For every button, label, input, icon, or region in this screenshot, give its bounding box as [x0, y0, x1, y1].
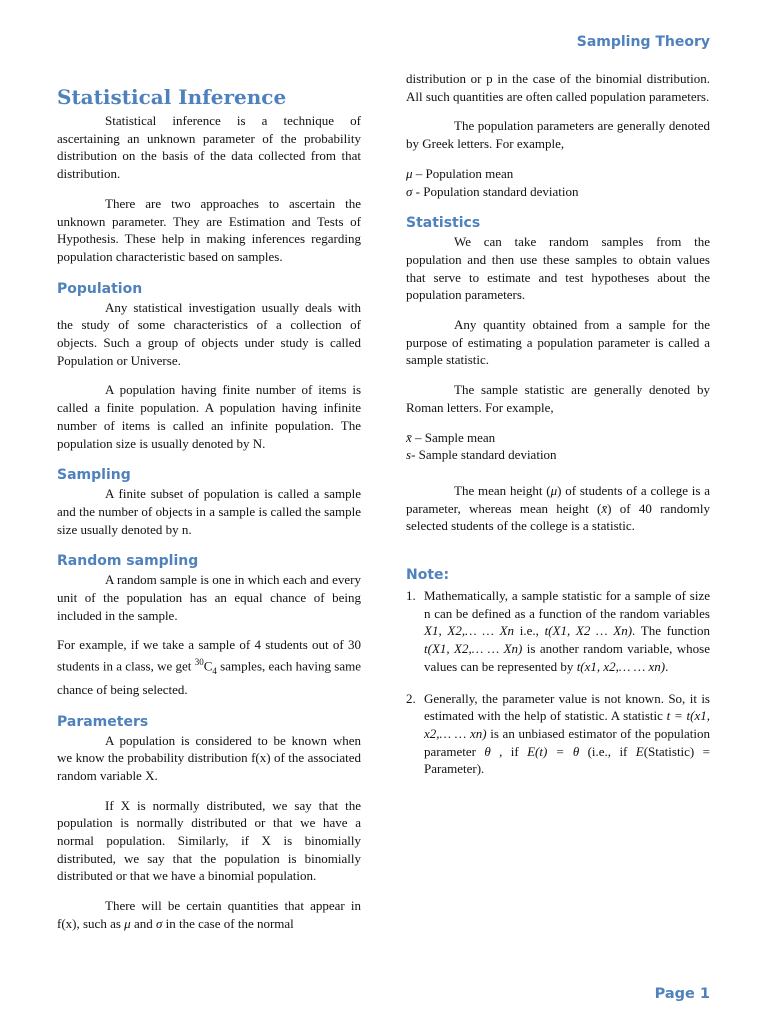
statistics-heading: Statistics: [406, 215, 481, 232]
note-2-text-e: (Statistic) = Parameter).: [424, 743, 710, 777]
s-symbol: s: [406, 447, 412, 463]
height-text-a: The mean height (: [454, 482, 551, 498]
note-1-text-c: . The function: [632, 623, 710, 639]
note-2-number: 2.: [406, 690, 416, 706]
combination-subscript: 4: [212, 666, 217, 677]
statistics-paragraph-2: Any quantity obtained from a sample for the purpose of estimating a population parameter is called a sample statistic.: [406, 317, 710, 368]
note-1-text-e: .: [665, 658, 669, 674]
note-2-equation: E(t) = θ: [527, 743, 580, 759]
random-sampling-paragraph-1: A random sample is one in which each and every unit of the population has an equal chance of being included in the sample.: [57, 572, 361, 623]
running-header-title: Sampling Theory: [576, 34, 710, 50]
note-2-text-b: is an unbiased estimator of the population parameter: [424, 725, 710, 759]
random-sampling-heading: Random sampling: [57, 553, 199, 570]
sampling-heading: Sampling: [57, 467, 131, 484]
page-title: Statistical Inference: [57, 85, 287, 109]
random-example-text-a: For example, if we take a sample of 4 students out of 30 students in a class, we get: [57, 637, 361, 674]
right-column: [406, 70, 710, 778]
parameters-heading: Parameters: [57, 713, 149, 730]
mu-symbol: μ: [124, 915, 131, 931]
note-2-text-d: (i.e., if: [579, 743, 636, 759]
population-paragraph-1: Any statistical investigation usually deals with the study of some characteristics of a collection of objects. Such a group of objects under study is called Population or Universe.: [57, 299, 361, 368]
continued-paragraph: distribution or p in the case of the binomial distribution. All such quantities are often called population parameters.: [406, 71, 710, 104]
population-sd-text: - Population standard deviation: [412, 183, 579, 199]
parameters-paragraph-1: A population is considered to be known when we know the probability distribution f(x) of the associated random variable X.: [57, 732, 361, 783]
combination-letter: C: [203, 658, 213, 674]
page-number: Page 1: [654, 986, 710, 1002]
random-sampling-paragraph-2: [57, 636, 361, 698]
note-1-text-b: i.e.,: [514, 623, 545, 639]
population-paragraph-2: A population having finite number of items is called a finite population. A population having infinite number of items is called an infinite population. The population size is usually denoted by N.: [57, 382, 361, 451]
sample-mean-text: – Sample mean: [411, 429, 496, 445]
note-1-number: 1.: [406, 588, 416, 604]
note-heading: Note:: [406, 567, 450, 584]
note-1-text-a: Mathematically, a sample statistic for a sample of size n can be defined as a function of the random variables: [424, 588, 710, 621]
population-mean-text: – Population mean: [412, 165, 514, 181]
note-1-function-2: t(X1, X2,… … Xn): [424, 641, 523, 657]
note-1-variables: X1, X2,… … Xn: [424, 623, 515, 639]
mean-height-paragraph: [406, 482, 710, 535]
random-example-text-b: samples, each having same chance of being selected.: [57, 658, 361, 697]
height-xbar-symbol: x̄: [601, 500, 608, 516]
sample-mean-line: [406, 429, 710, 447]
sampling-paragraph-1: A finite subset of population is called a sample and the number of objects in a sample is called the sample size usually denoted by n.: [57, 486, 361, 537]
parameters-paragraph-3: [57, 897, 361, 932]
population-heading: Population: [57, 280, 143, 297]
intro-paragraph-1: Statistical inference is a technique of ascertaining an unknown parameter of the probability distribution on the basis of the data collected from that distribution.: [57, 113, 361, 182]
parameters-and: and: [130, 915, 156, 931]
note-2-statistic: t = t(x1, x2,… … xn): [424, 708, 710, 741]
height-text-b: ) of students of a college is a parameter, whereas mean height (: [406, 482, 711, 516]
population-sd-line: [406, 183, 710, 201]
statistics-paragraph-1: We can take random samples from the population and then use these samples to obtain values that serve to estimate and test hypotheses about the population parameters.: [406, 234, 710, 303]
height-mu-symbol: μ: [550, 482, 558, 498]
sigma-symbol-right: σ: [406, 183, 413, 199]
sample-sd-line: [406, 446, 710, 464]
note-2-expectation: E: [635, 743, 644, 759]
mu-symbol-right: μ: [406, 165, 413, 181]
note-2-text-a: Generally, the parameter value is not known. So, it is estimated with the help of statistic. A statistic: [424, 690, 710, 724]
note-item-2: [406, 690, 710, 779]
parameters-paragraph-2: If X is normally distributed, we say that the population is normally distributed or that we have a normal population. Similarly, if X is binomially distributed, we say that the population is binomially distributed or that we have a binomial population.: [57, 797, 361, 884]
sample-sd-text: - Sample standard deviation: [411, 447, 557, 463]
height-text-c: ) of 40 randomly selected students of the college is a statistic.: [406, 500, 710, 534]
note-2-text-c: , if: [490, 743, 528, 759]
greek-letters-paragraph: The population parameters are generally denoted by Greek letters. For example,: [406, 118, 710, 152]
note-list: [406, 587, 710, 778]
statistics-paragraph-3: The sample statistic are generally denoted by Roman letters. For example,: [406, 382, 710, 415]
intro-paragraph-2: There are two approaches to ascertain the unknown parameter. They are Estimation and Tests of Hypothesis. These help in making inferences regarding population characteristic based on samples.: [57, 195, 361, 264]
note-1-function-1: t(X1, X2 … Xn): [544, 623, 633, 639]
sigma-symbol: σ: [155, 915, 163, 931]
population-mean-line: [406, 165, 710, 183]
combination-superscript: 30: [194, 657, 204, 668]
note-1-text-d: is another random variable, whose values can be represented by: [424, 641, 710, 674]
note-1-function-3: t(x1, x2,… … xn): [576, 658, 666, 674]
parameters-text-a: There will be certain quantities that appear in f(x), such as: [57, 898, 361, 931]
parameters-text-b: in the case of the normal: [162, 915, 294, 931]
note-item-1: [406, 587, 710, 676]
xbar-symbol: x̄: [406, 429, 412, 445]
left-column: [57, 84, 361, 933]
theta-symbol: θ: [484, 743, 491, 759]
